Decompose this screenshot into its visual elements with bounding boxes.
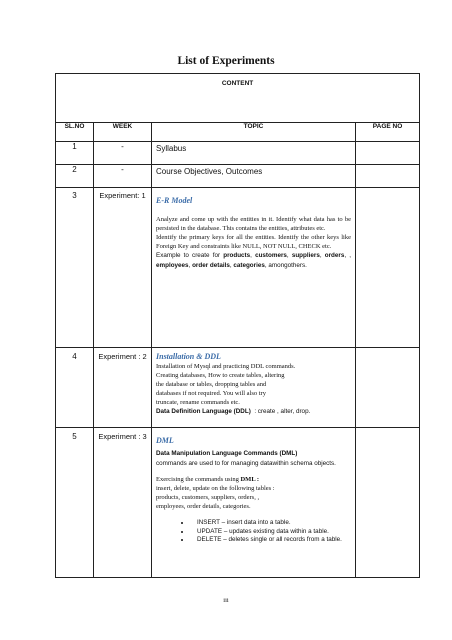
row-topic: Syllabus xyxy=(152,142,356,165)
exp2-line: truncate, rename commands etc. xyxy=(156,399,240,406)
dml-bullet-list xyxy=(156,519,351,545)
contents-table xyxy=(55,73,420,578)
row-slno: 4 xyxy=(56,348,94,428)
section-title-dml: DML xyxy=(156,436,174,445)
exp3-exercise-line: employees, order details, categories. xyxy=(156,503,251,510)
row-page-no xyxy=(356,142,420,165)
column-header-row xyxy=(56,123,420,142)
table-row xyxy=(56,142,420,165)
row-week: - xyxy=(94,165,152,188)
list-item: • UPDATE – updates existing data within a table. xyxy=(191,528,351,537)
content-header: CONTENT xyxy=(56,74,420,123)
section-title-installation-ddl: Installation & DDL xyxy=(156,352,221,361)
section-title-er-model: E-R Model xyxy=(156,196,193,205)
row-topic xyxy=(152,428,356,578)
col-week: WEEK xyxy=(94,123,152,142)
exp2-ddl-line: Data Definition Language (DDL) : create , alter, drop. xyxy=(156,408,311,415)
row-week: Experiment : 2 xyxy=(94,348,152,428)
exp3-exercise-line: Exercising the commands using DML : xyxy=(156,476,260,483)
row-slno: 1 xyxy=(56,142,94,165)
page-title: List of Experiments xyxy=(177,55,275,67)
table-row xyxy=(56,428,420,578)
exp2-line: Creating databases, How to create tables, altering xyxy=(156,372,285,379)
table-row xyxy=(56,165,420,188)
exp3-exercise-line: products, customers, suppliers, orders, , xyxy=(156,494,260,501)
row-page-no xyxy=(356,188,420,348)
exp1-paragraph-3: Example to create for products, customers, suppliers, orders, , employees, order details, categories, amongothers. xyxy=(156,252,351,269)
row-page-no xyxy=(356,165,420,188)
row-page-no xyxy=(356,428,420,578)
table-row xyxy=(56,188,420,348)
row-slno: 2 xyxy=(56,165,94,188)
table-row xyxy=(56,348,420,428)
exp3-dml-text: commands are used to for managing datawithin schema objects. xyxy=(156,460,336,467)
exp2-line: databases if not required. You will also try xyxy=(156,390,266,397)
page-number: iii xyxy=(223,597,229,604)
row-week: Experiment : 3 xyxy=(94,428,152,578)
row-slno: 3 xyxy=(56,188,94,348)
exp2-line: Installation of Mysql and practicing DDL commands. xyxy=(156,363,296,370)
list-item: • INSERT – insert data into a table. xyxy=(191,519,351,528)
col-topic: TOPIC xyxy=(152,123,356,142)
exp1-paragraph-2: Identify the primary keys for all the entities. Identify the other keys like Foreign Key and constraints like NULL, NOT NULL, CHECK etc. xyxy=(156,234,351,250)
list-item: • DELETE – deletes single or all records from a table. xyxy=(191,536,351,545)
row-slno: 5 xyxy=(56,428,94,578)
row-topic xyxy=(152,348,356,428)
row-topic: Course Objectives, Outcomes xyxy=(152,165,356,188)
exp3-dml-heading: Data Manipulation Language Commands (DML) xyxy=(156,450,298,457)
row-topic xyxy=(152,188,356,348)
exp1-paragraph-1: Analyze and come up with the entities in it. Identify what data has to be persisted in the database. This contains the entities, attributes etc. xyxy=(156,216,351,232)
row-week: - xyxy=(94,142,152,165)
col-slno: SL.NO xyxy=(56,123,94,142)
exp3-exercise-line: insert, delete, update on the following tables : xyxy=(156,485,275,492)
exp2-line: the database or tables, dropping tables and xyxy=(156,381,267,388)
row-page-no xyxy=(356,348,420,428)
col-page-no: PAGE NO xyxy=(356,123,420,142)
row-week: Experiment: 1 xyxy=(94,188,152,348)
